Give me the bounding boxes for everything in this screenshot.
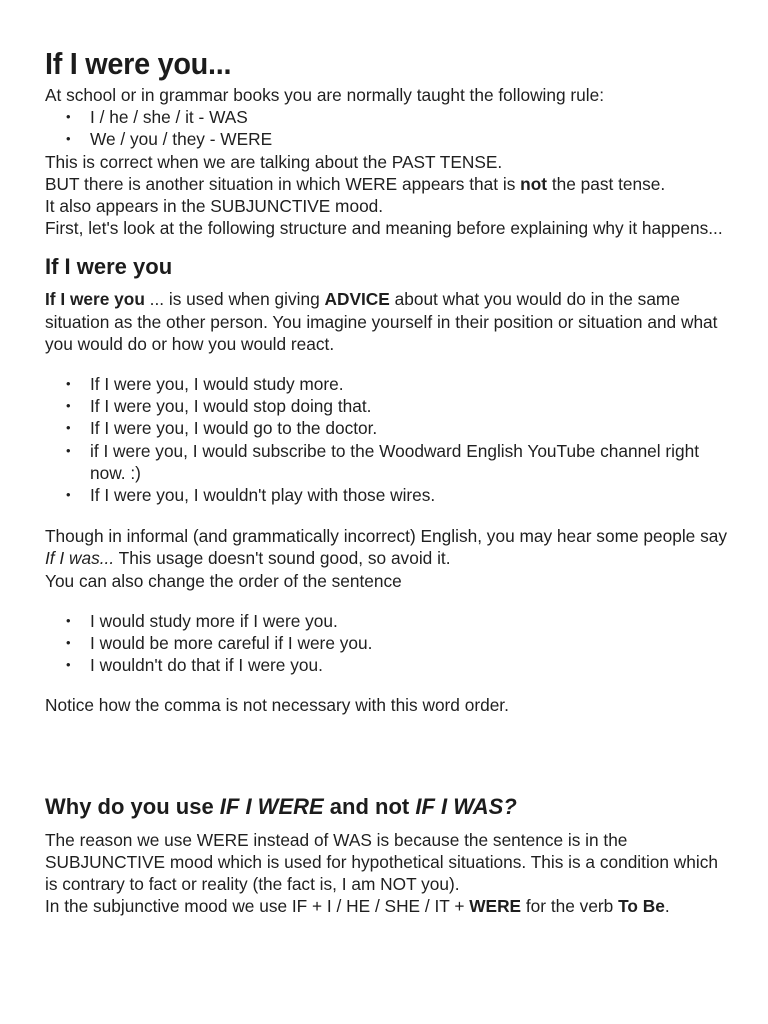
italic-text: IF I WAS? bbox=[415, 793, 517, 819]
text-run: for the verb bbox=[521, 896, 619, 917]
paragraph bbox=[45, 525, 735, 569]
text-run: the past tense. bbox=[547, 173, 666, 194]
section-heading: If I were you bbox=[45, 254, 173, 280]
text-run: In the subjunctive mood we use IF + I / HE / SHE / IT + bbox=[45, 896, 470, 917]
paragraph bbox=[45, 288, 735, 355]
text-run: Though in informal (and grammatically incorrect) English, you may hear some people say bbox=[45, 526, 727, 547]
document-page bbox=[45, 44, 735, 917]
text-run: BUT there is another situation in which WERE appears that is bbox=[45, 173, 521, 194]
list-item: • We / you / they - WERE bbox=[90, 128, 735, 150]
paragraph: Notice how the comma is not necessary with this word order. bbox=[45, 695, 509, 716]
paragraph: You can also change the order of the sentence bbox=[45, 570, 402, 591]
bold-text: ADVICE bbox=[324, 289, 390, 310]
paragraph bbox=[45, 895, 735, 917]
intro-line bbox=[45, 173, 735, 195]
intro-line: At school or in grammar books you are normally taught the following rule: bbox=[45, 85, 605, 105]
text-run: about what you would do in the same situation as the other person. You imagine yourself in their position or situation and what you would do or how you would react. bbox=[45, 289, 718, 354]
section-heading bbox=[45, 793, 735, 821]
intro-line: First, let's look at the following structure and meaning before explaining why it happens... bbox=[45, 218, 723, 239]
intro-line: It also appears in the SUBJUNCTIVE mood. bbox=[45, 196, 384, 217]
list-item: • if I were you, I would subscribe to the Woodward English YouTube channel right now. :) bbox=[90, 440, 735, 484]
list-item: • If I were you, I would study more. bbox=[90, 373, 735, 395]
page-title: If I were you... bbox=[45, 46, 232, 81]
list-item: • If I were you, I would stop doing that. bbox=[90, 395, 735, 417]
list-item: • I / he / she / it - WAS bbox=[90, 106, 735, 128]
italic-text: IF I WERE bbox=[219, 793, 324, 819]
list-item: • I wouldn't do that if I were you. bbox=[90, 654, 735, 676]
bold-text: not bbox=[520, 173, 548, 194]
italic-text: If I was... bbox=[45, 548, 115, 569]
paragraph: The reason we use WERE instead of WAS is because the sentence is in the SUBJUNCTIVE mood which is used for hypothetical situations. This is a condition which is contrary to fact or reality (the fact is, I am NOT you). bbox=[45, 829, 718, 895]
list-item: • I would be more careful if I were you. bbox=[90, 632, 735, 654]
example-list bbox=[45, 373, 735, 506]
list-item: • If I were you, I wouldn't play with those wires. bbox=[90, 484, 735, 506]
intro-line: This is correct when we are talking about the PAST TENSE. bbox=[45, 151, 503, 172]
text-run: ... is used when giving bbox=[144, 289, 325, 310]
reordered-list bbox=[45, 610, 735, 677]
bold-text: To Be bbox=[618, 896, 665, 917]
rule-list bbox=[45, 106, 735, 150]
text-run: . bbox=[664, 896, 670, 917]
bold-text: If I were you bbox=[45, 289, 145, 310]
text-run: and not bbox=[323, 793, 416, 819]
list-item: • If I were you, I would go to the doctor. bbox=[90, 417, 735, 439]
text-run: This usage doesn't sound good, so avoid it. bbox=[114, 548, 451, 569]
bold-text: WERE bbox=[469, 896, 522, 917]
text-run: Why do you use bbox=[45, 793, 220, 819]
list-item: • I would study more if I were you. bbox=[90, 610, 735, 632]
